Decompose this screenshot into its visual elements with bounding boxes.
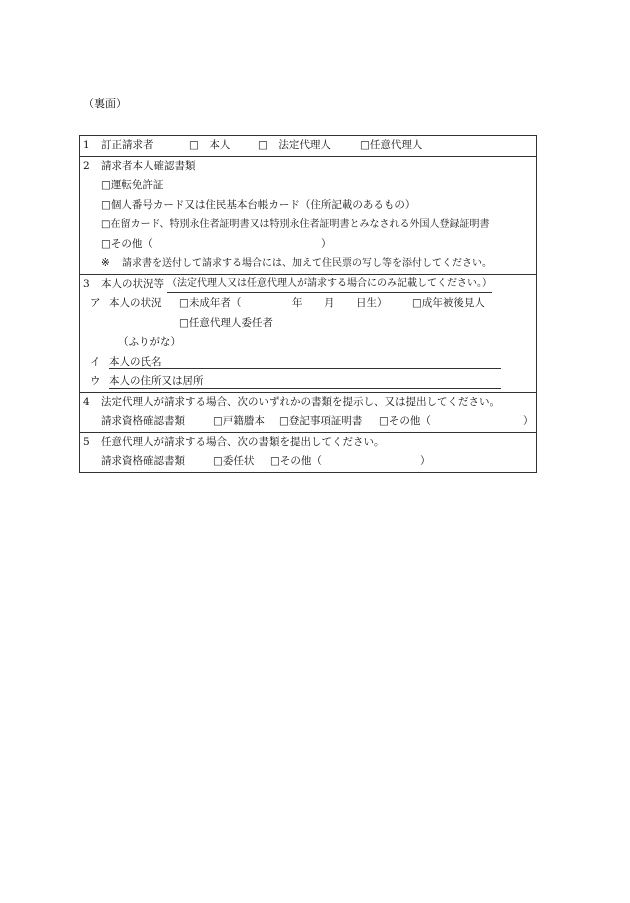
section-identity-documents (80, 156, 536, 274)
section-number: 3 (83, 277, 90, 290)
checkbox-other-document[interactable]: □その他（ (101, 237, 153, 250)
checkbox-family-register[interactable]: □戸籍謄本 (213, 415, 265, 427)
checkbox-power-of-attorney[interactable]: □委任状 (213, 455, 255, 467)
checkbox-my-number-card[interactable]: □個人番号カード又は住民基本台帳カード（住所記載のあるもの） (101, 198, 416, 211)
other-document-close-paren: ） (321, 237, 332, 250)
legal-rep-options-row (80, 412, 536, 432)
identity-note-row (80, 254, 536, 274)
identity-option-row (80, 196, 536, 216)
note-text: 請求書を送付して請求する場合には、加えて住民票の写し等を添付してください。 (122, 258, 492, 269)
principal-address-field[interactable] (109, 388, 501, 389)
checkbox-legal-representative[interactable]: □ 法定代理人 (258, 139, 331, 151)
checkbox-minor[interactable]: □未成年者（ (179, 297, 242, 309)
legal-rep-text-row (80, 393, 536, 413)
checkbox-drivers-license[interactable]: □運転免許証 (101, 179, 164, 191)
identity-option-row (80, 176, 536, 196)
checkbox-other-legal-doc[interactable]: □その他（ (379, 415, 431, 427)
birth-year-label: 年 (292, 297, 303, 309)
status-row (80, 294, 536, 314)
checkbox-voluntary-representative[interactable]: □任意代理人 (360, 139, 423, 151)
section-title: 訂正請求者 (101, 139, 154, 151)
identity-title-row (80, 157, 536, 177)
section-principal-status (80, 274, 536, 392)
furigana-row (80, 333, 536, 353)
principal-name-row (80, 353, 536, 373)
section-text: 法定代理人が請求する場合、次のいずれかの書類を提示し、又は提出してください。 (101, 395, 500, 408)
checkbox-self[interactable]: □ 本人 (189, 139, 231, 151)
section-number: 4 (83, 395, 90, 408)
principal-name-field[interactable] (109, 368, 501, 369)
identity-option-row (80, 235, 536, 255)
section-title: 請求者本人確認書類 (101, 159, 196, 172)
checkbox-residence-card[interactable]: □在留カード、特別永住者証明書又は特別永住者証明書とみなされる外国人登録証明書 (101, 219, 490, 230)
correction-request-form-back (79, 135, 537, 473)
checkbox-adult-ward[interactable]: □成年被後見人 (412, 297, 485, 309)
principal-address-label: 本人の住所又は居所 (109, 375, 204, 387)
checkbox-registry-certificate[interactable]: □登記事項証明書 (279, 415, 363, 427)
status-row (80, 314, 536, 334)
birth-day-label: 日生） (356, 297, 388, 309)
section-requester (80, 136, 536, 156)
back-side-label: （裏面） (83, 97, 127, 110)
item-mark: イ (90, 355, 101, 368)
qualification-docs-label: 請求資格確認書類 (101, 415, 185, 427)
principal-address-row (80, 372, 536, 392)
section-number: 2 (83, 159, 90, 172)
requester-row (80, 136, 536, 156)
voluntary-rep-text-row (80, 433, 536, 453)
section-voluntary-representative-docs (80, 432, 536, 472)
voluntary-rep-options-row (80, 452, 536, 472)
birth-month-label: 月 (324, 297, 335, 309)
section-number: 5 (83, 435, 90, 448)
furigana-label: （ふりがな） (118, 336, 181, 348)
principal-name-label: 本人の氏名 (109, 355, 162, 368)
checkbox-voluntary-delegator[interactable]: □任意代理人委任者 (179, 316, 273, 329)
section-legal-representative-docs (80, 392, 536, 432)
section-title: 本人の状況等 (101, 277, 164, 290)
identity-option-row (80, 215, 536, 235)
other-voluntary-doc-close-paren: ） (420, 455, 431, 467)
other-legal-doc-close-paren: ） (523, 415, 534, 427)
item-mark: ア (90, 297, 101, 309)
qualification-docs-label: 請求資格確認書類 (101, 455, 185, 467)
note-mark: ※ (101, 257, 110, 269)
item-mark: ウ (90, 375, 101, 387)
section-number: 1 (83, 139, 90, 151)
section-text: 任意代理人が請求する場合、次の書類を提出してください。 (101, 435, 385, 448)
checkbox-other-voluntary-doc[interactable]: □その他（ (270, 455, 322, 467)
section-title-note: （法定代理人又は任意代理人が請求する場合にのみ記載してください。） (167, 276, 492, 293)
status-title-row (80, 275, 536, 295)
status-label: 本人の状況 (109, 297, 162, 309)
